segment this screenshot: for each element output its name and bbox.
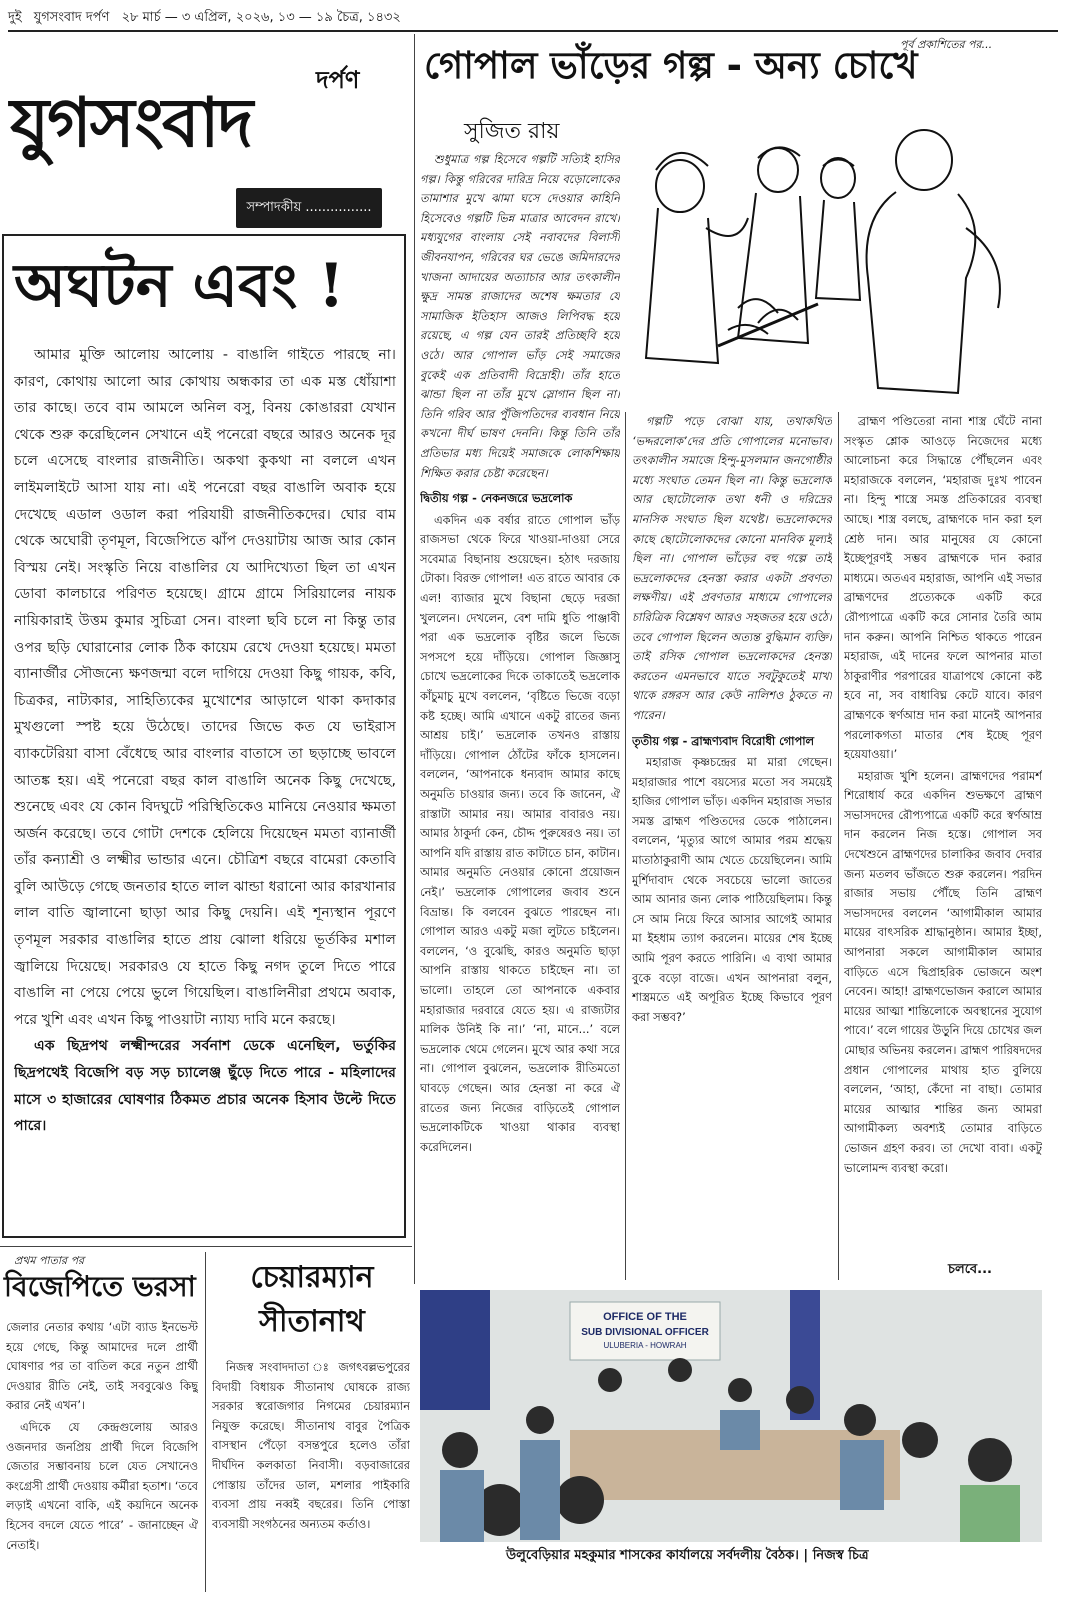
- column-rule: [625, 412, 626, 1280]
- gopal-story-3-c: মহারাজ খুশি হলেন। ব্রাহ্মণদের পরামর্শ শিরোধার্য করে একদিন শুভক্ষণে ব্রাহ্মণ সভাসদদের রৌপ্যপাত্রে একটি করে স্বর্ণআম্র দান করলেন নিজ হস্তে। গোপাল সব দেখেশুনে ব্রাহ্মণদের চালাকির জবাব দেবার জন্য মতলব ভাঁজতে শুরু করলেন। পরদিন রাজার সভায় পৌঁছে তিনি ব্রাহ্মণ সভাসদদের বললেন ‘আগামীকাল আমার মায়ের বাৎসরিক শ্রাদ্ধানুষ্ঠান। আমার ইচ্ছা, আপনারা সকলে আগামীকাল আমার বাড়িতে এসে দ্বিপ্রাহরিক ভোজনে অংশ নেবেন। আহা! ব্রাহ্মণভোজন করালে আমার মায়ের আত্মা শান্তিলোকে অবস্থানের সুযোগ পাবে।’ বলে গায়ের উড়ুনি দিয়ে চোখের জল মোছার অভিনয় করলেন। ব্রাহ্মণ পারিষদদের প্রধান গোপালের মাথায় হাত বুলিয়ে বললেন, ‘আহা, কেঁদো না বাছা। তোমার মায়ের আত্মার শান্তির জন্য আমরা আগামীকল্য অবশ্যই তোমার বাড়িতে ভোজন গ্রহণ করব। তা দেখো বাবা। একটু ভালোমন্দ ব্যবস্থা করো।: [844, 768, 1042, 1175]
- gopal-story-2: একদিন এক বর্ষার রাতে গোপাল ভাঁড় রাজসভা থেকে ফিরে খাওয়া-দাওয়া সেরে সবেমাত্র বিছানায় শুয়েছেন। হঠাৎ দরজায় টোকা। বিরক্ত গোপাল! এত রাতে আবার কে এল! ব্যাজার মুখে বিছানা ছেড়ে দরজা খুললেন। দেখলেন, বেশ দামি ধুতি পাঞ্জাবী পরা এক ভদ্রলোক বৃষ্টির জলে ভিজে সপসপে হয়ে দাঁড়িয়ে। গোপাল জিজ্ঞাসু চোখে ভদ্রলোকের দিকে তাকাতেই ভদ্রলোক কাঁচুমাচু মুখে বললেন, ‘বৃষ্টিতে ভিজে বড়ো কষ্ট হচ্ছে। আমি এখানে একটু রাতের জন্য আশ্রয় চাই।’ ভদ্রলোক তখনও রাস্তায় দাঁড়িয়ে। গোপাল ঠোঁটের ফাঁকে হাসলেন। বললেন, ‘আপনাকে ধন্যবাদ আমার কাছে অনুমতি চাওয়ার জন্য। তবে কি জানেন, ঐ রাস্তাটা আমার নয়। আমার বাবারও নয়। আমার ঠাকুর্দা কেন, চৌদ্দ পুরুষেরও নয়। তা আপনি যদি রাস্তায় রাত কাটাতে চান, কাটান। আমার অনুমতি নেওয়ার কোনো প্রয়োজন নেই।’ ভদ্রলোক গোপালের জবাব শুনে বিভ্রান্ত। কি বলবেন বুঝতে পারছেন না। গোপাল আরও একটু মজা লুটতে চাইলেন। বললেন, ‘ও বুঝেছি, কারও অনুমতি ছাড়া আপনি রাস্তায় থাকতে চাইছেন না। তা ভালো। তাহলে তো আপনাকে একবার মহারাজার দরবারে যেতে হয়। এ রাজ্যটার মালিক উনিই কি না।’ ‘না, মানে...’ বলে ভদ্রলোক থেমে গেলেন। মুখে আর কথা সরে না। গোপাল বুঝলেন, ভদ্রলোক রীতিমতো ঘাবড়ে গেছেন। আর হেনস্তা না করে ঐ রাতের জন্য নিজের বাড়িতেই গোপাল ভদ্রলোকটিকে খাওয়া থাকার ব্যবস্থা করেদিলেন।: [420, 512, 620, 1154]
- to-be-continued: চলবে...: [948, 1262, 992, 1277]
- sign-text: OFFICE OF THE: [603, 1311, 687, 1323]
- editorial-box: [2, 234, 406, 1238]
- editorial-badge: সম্পাদকীয় ................: [236, 188, 382, 228]
- page-header: [8, 6, 1058, 32]
- title-line: সীতানাথ: [259, 1304, 365, 1339]
- chairman-story-title: [214, 1256, 410, 1344]
- gopal-story-3: মহারাজ কৃষ্ণচন্দ্রের মা মারা গেছেন। মহারাজার পাশে বয়স্যের মতো সব সময়েই হাজির গোপাল ভাঁড়। একদিন মহারাজ সভার সমস্ত ব্রাহ্মণ পণ্ডিতদের ডেকে পাঠালেন। বললেন, ‘মৃত্যুর আগে আমার পরম শ্রদ্ধেয় মাতাঠাকুরাণী আম খেতে চেয়েছিলেন। আমি মুর্শিদাবাদ থেকে সবচেয়ে ভালো জাতের আম আনার জন্য লোক পাঠিয়েছিলাম। কিন্তু সে আম নিয়ে ফিরে আসার আগেই আমার মা ইহধাম ত্যাগ করলেন। মায়ের শেষ ইচ্ছে আমি পূরণ করতে পারিনি। এ ব্যথা আমার বুকে বড়ো বাজে। এখন আপনারা বলুন, শাস্ত্রমতে এই অপূরিত ইচ্ছে কিভাবে পূরণ করা সম্ভব?’: [632, 755, 832, 1024]
- continued-note: পূর্ব প্রকাশিতের পর...: [900, 38, 993, 51]
- paper-name: যুগসংবাদ দর্পণ: [33, 10, 110, 25]
- gopal-column-1: [420, 150, 620, 1278]
- gopal-column-2: [632, 412, 832, 1278]
- bjp-story-title: বিজেপিতে ভরসা: [4, 1270, 196, 1303]
- meeting-photo: [420, 1290, 1042, 1542]
- column-rule: [838, 412, 839, 1280]
- photo-credit: নিজস্ব চিত্র: [812, 1548, 869, 1563]
- chairman-story-body: [212, 1358, 410, 1590]
- title-line: চেয়ারম্যান: [250, 1260, 374, 1295]
- editorial-body: [14, 342, 396, 1232]
- caption-text: উলুবেড়িয়ার মহকুমার শাসকের কার্যালয়ে সর্বদলীয় বৈঠক।: [506, 1548, 799, 1563]
- bjp-story-body: [6, 1318, 198, 1590]
- editorial-title: অঘটন এবং !: [14, 251, 345, 321]
- gopal-cartoon-illustration: [628, 108, 1048, 408]
- story-kicker: প্রথম পাতার পর: [14, 1254, 85, 1267]
- editorial-paragraph: এক ছিদ্রপথ লক্ষ্মীন্দরের সর্বনাশ ডেকে এনেছিল, ভর্তুকির ছিদ্রপথেই বিজেপি বড় সড় চ্যালেঞ্জ ছুঁড়ে দিতে পারে - মহিলাদের মাসে ৩ হাজারের ঘোষণার ঠিকমত প্রচার অনেক হিসাব উল্টে দিতে পারে।: [14, 1038, 396, 1135]
- gopal-column-3: [844, 412, 1042, 1254]
- editorial-paragraph: আমার মুক্তি আলোয় আলোয় - বাঙালি গাইতে পারছে না। কারণ, কোথায় আলো আর কোথায় অন্ধকার তা এক মস্ত ধোঁয়াশা তার কাছে। তবে বাম আমলে অনিল বসু, বিনয় কোঙাররা যেখান থেকে শুরু করেছিলেন সেখানে এই পনেরো বছরে আরও অনেক দূর চলে এসেছে বাংলার রাজনীতি। অকথা কুকথা না বললে এখন লাইমলাইটে আসা যায় না। এই পনেরো বছর বাঙালি অবাক হয়ে দেখেছে এডাল ওডাল করা পরিযায়ী রাজনীতিকদের। ঘোর বাম থেকে অঘোরী তৃণমূল, বিজেপিতে ঝাঁপ দেওয়াটায় আজ আর কোন বিস্ময় নেই। সংস্কৃতি নিয়ে বাঙালির যে আদিখ্যেতা ছিল তা এখন ডোবা কালচারে পরিণত হয়েছে। গ্রামে গ্রামে সিরিয়ালের নায়ক নায়িকারাই উত্তম কুমার সুচিত্রা সেন। বাংলা ছবি চলে না কিন্তু তার ওপর ছড়ি ঘোরানোর লোক ঠিক কায়েম রেখে দেওয়া হয়েছে। মমতা ব্যানার্জীর সৌজন্যে ক্ষণজন্মা বলে দাগিয়ে দেওয়া কিছু গায়ক, কবি, চিত্রকর, নাট্যকার, সাহিত্যিকের মুখোশের আড়ালে থাকা কদাকার মুখগুলো স্পষ্ট হয়ে উঠেছে। তাদের জিভে কত যে ভাইরাস ব্যাকটেরিয়া বাসা বেঁধেছে আর বাংলার বাতাসে তা ছড়াচ্ছে ভাবলে আতঙ্ক হয়। এই পনেরো বছর কাল বাঙালি অনেক কিছু দেখেছে, শুনেছে এবং যে কোন বিদঘুটে পরিস্থিতিকেও মানিয়ে নেওয়ার ক্ষমতা অর্জন করেছে। তবে গোটা দেশকে হেলিয়ে দিয়েছেন মমতা ব্যানার্জী তাঁর কন্যাশ্রী ও লক্ষ্মীর ভান্ডার এনে। চৌত্রিশ বছরে বামেরা কেতাবি বুলি আউড়ে গেছে জনতার হাতে লাল ঝান্ডা ধরানো আর কারখানার লাল বাতি জ্বালানো ছাড়া আর কিছু দেয়নি। এই শূন্যস্থান পূরণে তৃণমূল সরকার বাঙালির হাতে প্রায় ঝোলা ধরিয়ে ভূর্তকির মশাল জ্বালিয়ে দিয়েছে। সরকারও যে হাতে কিছু নগদ তুলে দিতে পারে বাঙালি না পেয়ে পেয়ে ভুলে গিয়েছিল। বাঙালিনীরা প্রথমে অবাক, পরে খুশি এবং এখন কিছু পাওয়াটা ন্যায্য দাবি মনে করছে।: [14, 347, 396, 1028]
- issue-date: ২৮ মার্চ — ৩ এপ্রিল, ২০২৬, ১৩ — ১৯ চৈত্র, ১৪৩২: [121, 10, 401, 25]
- sign-text: SUB DIVISIONAL OFFICER: [581, 1327, 709, 1338]
- photo-caption: উলুবেড়িয়ার মহকুমার শাসকের কার্যালয়ে সর্বদলীয় বৈঠক। | নিজস্ব চিত্র: [506, 1548, 869, 1563]
- masthead: [10, 62, 405, 172]
- paper-logo: যুগসংবাদ: [10, 84, 252, 163]
- page-number: দুই: [8, 10, 22, 25]
- sign-text: ULUBERIA - HOWRAH: [603, 1341, 687, 1350]
- story-paragraph: এদিকে যে কেন্দ্রগুলোয় আরও ওজনদার জনপ্রিয় প্রার্থী দিলে বিজেপি জেতার সম্ভাবনায় চলে যেত সেখানেও কংগ্রেসী প্রার্থী দেওয়ায় কর্মীরা হতাশ। ‘তবে লড়াই এখনো বাকি, এই কয়দিনে অনেক হিসেব বদলে যেতে পারে’ - জানাচ্ছেন ঐ নেতাই।: [6, 1419, 198, 1552]
- gopal-story-3-b: ব্রাহ্মণ পণ্ডিতেরা নানা শাস্ত্র ঘেঁটে নানা সংস্কৃত শ্লোক আওড়ে নিজেদের মধ্যে আলোচনা করে সিদ্ধান্তে পৌঁছলেন এবং মহারাজকে বললেন, ‘মহারাজ দুঃখ পাবেন না। হিন্দু শাস্ত্রে সমস্ত প্রতিকারের ব্যবস্থা আছে। শাস্ত্র বলছে, ব্রাহ্মণকে দান করা হল শ্রেষ্ঠ দান। আর মানুষের যে কোনো ইচ্ছেপূরণই সম্ভব ব্রাহ্মণকে দান করার মাধ্যমে। অতএব মহারাজ, আপনি এই সভার ব্রাহ্মণদের প্রত্যেককে একটি করে রৌপ্যপাত্রে একটি করে সোনার তৈরি আম দান করুন। আপনি নিশ্চিত থাকতে পারেন মহারাজ, এই দানের ফলে আপনার মাতা ঠাকুরাণীর পরপারের যাত্রাপথে কোনো কষ্ট হবে না, সব বাধাবিঘ্ন কেটে যাবে। কারণ ব্রাহ্মণকে স্বর্ণআম্র দান করা মানেই আপনার পরলোকগতা মাতার শেষ ইচ্ছে পূরণ হয়েযাওয়া।’: [844, 414, 1042, 762]
- paper-logo-sub: দর্পণ: [316, 66, 360, 94]
- gopal-headline: গোপাল ভাঁড়ের গল্প - অন্য চোখে: [424, 44, 918, 87]
- author-byline: সুজিত রায়: [464, 119, 560, 144]
- section-rule: [0, 1246, 412, 1247]
- story-paragraph: জেলার নেতার কথায় ‘এটা ব্যাড ইনভেস্ট হয়ে গেছে, কিন্তু আমাদের দলে প্রার্থী ঘোষণার পর তা বাতিল করে নতুন প্রার্থী দেওয়ার রীতি নেই, তাই সববুঝেও কিছু করার নেই এখন’।: [6, 1320, 198, 1413]
- story-paragraph: নিজস্ব সংবাদদাতা ঃ জগৎবল্লভপুরের বিদায়ী বিধায়ক সীতানাথ ঘোষকে রাজ্য সরকার স্বরোজগার নিগমের চেয়ারম্যান নিযুক্ত করেছে। সীতানাথ বাবুর পৈত্রিক বাসস্থান পেঁড়ো বসন্তপুরে হলেও তাঁরা দীর্ঘদিন কলকাতা নিবাসী। বড়বাজারের পোস্তায় তাঁদের ডাল, মশলার পাইকারি ব্যবসা প্রায় নব্বই বছরের। তিনি পোস্তা ব্যবসায়ী সংগঠনের অন্যতম কর্তাও।: [212, 1360, 410, 1531]
- gopal-subhead-2: দ্বিতীয় গল্প - নেকনজরে ভদ্রলোক: [420, 491, 573, 506]
- column-rule: [205, 1252, 206, 1592]
- column-rule: [414, 34, 415, 1284]
- gopal-story-2-moral: গল্পটি পড়ে বোঝা যায়, তথাকথিত ‘ভদ্দরলোক’দের প্রতি গোপালের মনোভাব। তৎকালীন সমাজে হিন্দু-মুসলমান জনগোষ্ঠীর মধ্যে সংঘাত তেমন ছিল না। কিন্তু ভদ্রলোক আর ছোটোলোক তথা ধনী ও দরিদ্রের মানসিক সংঘাত ছিল যথেষ্ট। ভদ্রলোকদের কাছে ছোটোলোকদের কোনো মানবিক মূল্যই ছিল না। গোপাল ভাঁড়ের বহু গল্পে তাই ভদ্রলোকদের হেনস্তা করার একটা প্রবণতা লক্ষণীয়। এই প্রবণতার মাধ্যমে গোপালের চারিত্রিক বিশ্লেষণ আরও সহজতর হয়ে ওঠে। তবে গোপাল ছিলেন অত্যন্ত বুদ্ধিমান ব্যক্তি। তাই রসিক গোপাল ভদ্রলোকদের হেনস্তা করতেন এমনভাবে যাতে সবটুকুতেই মাখা থাকে রঙ্গরস আর কেউ নালিশও ঠুকতে না পারেন।: [632, 414, 832, 722]
- gopal-subhead-3: তৃতীয় গল্প - ব্রাহ্মণ্যবাদ বিরোধী গোপাল: [632, 733, 814, 748]
- gopal-intro: শুধুমাত্র গল্প হিসেবে গল্পটি সত্যিই হাসির গল্প। কিন্তু গরিবের দারিদ্র নিয়ে বড়োলোকের তামাশার মুখে ঝামা ঘসে দেওয়ার কাহিনি হিসেবেও গল্পটি ভিন্ন মাত্রার আবেদন রাখে। মধ্যযুগের বাংলায় সেই নবাবদের বিলাসী জীবনযাপন, গরিবের ঘর ভেঙে জমিদারদের খাজনা আদায়ের অত্যাচার আর তৎকালীন ক্ষুদ্র সামন্ত রাজাদের অশেষ ক্ষমতার যে সামাজিক ইতিহাস আজও লিপিবদ্ধ হয়ে রয়েছে, এ গল্প যেন তারই প্রতিচ্ছবি হয়ে ওঠে। আর গোপাল ভাঁড় সেই সমাজের বুকেই এক প্রতিবাদী বিদ্রোহী। তাঁর হাতে ঝান্ডা ছিল না তাঁর মুখে স্লোগান ছিল না। তিনি গরিব আর পুঁজিপতিদের ব্যবধান নিয়ে কখনো দীর্ঘ ভাষণ দেননি। কিন্তু তিনি তাঁর প্রতিভার মধ্য দিয়েই সমাজকে লোকশিক্ষায় শিক্ষিত করার চেষ্টা করেছেন।: [420, 152, 620, 480]
- meeting-photo-illustration: [420, 1290, 1042, 1542]
